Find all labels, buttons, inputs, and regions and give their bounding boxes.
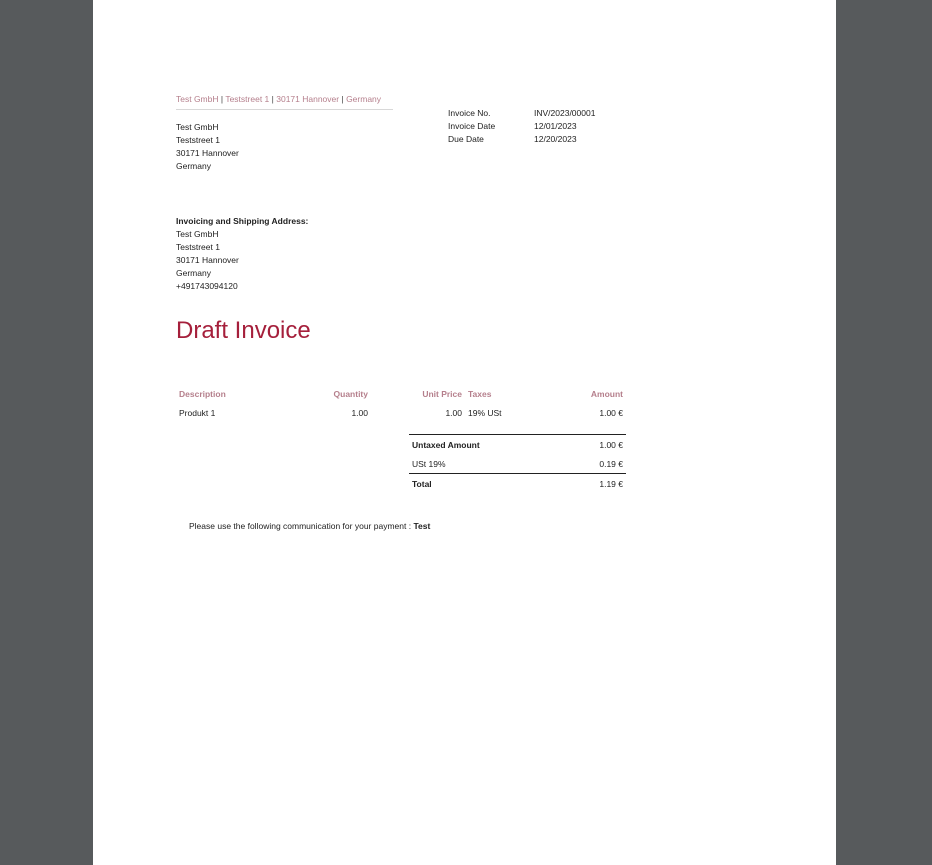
recipient-address xyxy=(176,121,239,173)
sender-address-line xyxy=(176,94,393,110)
recipient-city: 30171 Hannover xyxy=(176,148,239,158)
meta-row-due-date xyxy=(448,133,595,146)
line-taxes: 19% USt xyxy=(468,408,502,418)
col-header-description: Description xyxy=(179,389,226,399)
payment-communication xyxy=(189,521,430,531)
totals-label: Untaxed Amount xyxy=(412,439,480,450)
totals-block xyxy=(409,434,626,493)
meta-row-invoice-no xyxy=(448,107,595,120)
sender-company: Test GmbH xyxy=(176,94,219,104)
totals-row-tax xyxy=(409,454,626,473)
meta-row-invoice-date xyxy=(448,120,595,133)
sender-separator: | xyxy=(220,94,224,104)
totals-value: 1.19 € xyxy=(599,478,623,489)
shipping-name: Test GmbH xyxy=(176,229,219,239)
totals-row-total xyxy=(409,473,626,493)
sender-separator: | xyxy=(271,94,274,104)
payment-text: Please use the following communication for your payment : xyxy=(189,521,412,531)
line-amount: 1.00 € xyxy=(599,408,623,418)
meta-value: 12/01/2023 xyxy=(534,121,577,131)
sender-separator: | xyxy=(341,94,344,104)
meta-label: Due Date xyxy=(448,134,484,144)
col-header-quantity: Quantity xyxy=(333,389,368,399)
invoice-meta xyxy=(448,107,595,146)
meta-label: Invoice No. xyxy=(448,108,491,118)
totals-row-untaxed xyxy=(409,434,626,454)
line-description: Produkt 1 xyxy=(179,408,216,418)
shipping-country: Germany xyxy=(176,268,211,278)
recipient-country: Germany xyxy=(176,161,211,171)
totals-value: 0.19 € xyxy=(599,458,623,469)
shipping-street: Teststreet 1 xyxy=(176,242,220,252)
totals-label: USt 19% xyxy=(412,458,446,469)
meta-label: Invoice Date xyxy=(448,121,496,131)
meta-value: 12/20/2023 xyxy=(534,134,577,144)
col-header-unit-price: Unit Price xyxy=(422,389,462,399)
col-header-amount: Amount xyxy=(590,389,623,399)
meta-value: INV/2023/00001 xyxy=(534,108,596,118)
col-header-taxes: Taxes xyxy=(468,389,492,399)
payment-reference: Test xyxy=(413,521,431,531)
shipping-city: 30171 Hannover xyxy=(176,255,239,265)
totals-label: Total xyxy=(412,478,432,489)
shipping-title: Invoicing and Shipping Address: xyxy=(176,216,309,226)
document-title: Draft Invoice xyxy=(176,317,311,344)
line-unit-price: 1.00 xyxy=(445,408,462,418)
totals-value: 1.00 € xyxy=(599,439,623,450)
invoice-page xyxy=(93,0,836,865)
sender-country: Germany xyxy=(346,94,382,104)
sender-street: Teststreet 1 xyxy=(225,94,270,104)
recipient-street: Teststreet 1 xyxy=(176,135,220,145)
shipping-address xyxy=(176,215,308,293)
line-quantity: 1.00 xyxy=(351,408,368,418)
shipping-phone: +491743094120 xyxy=(176,281,238,291)
recipient-name: Test GmbH xyxy=(176,122,219,132)
sender-city: 30171 Hannover xyxy=(276,94,340,104)
